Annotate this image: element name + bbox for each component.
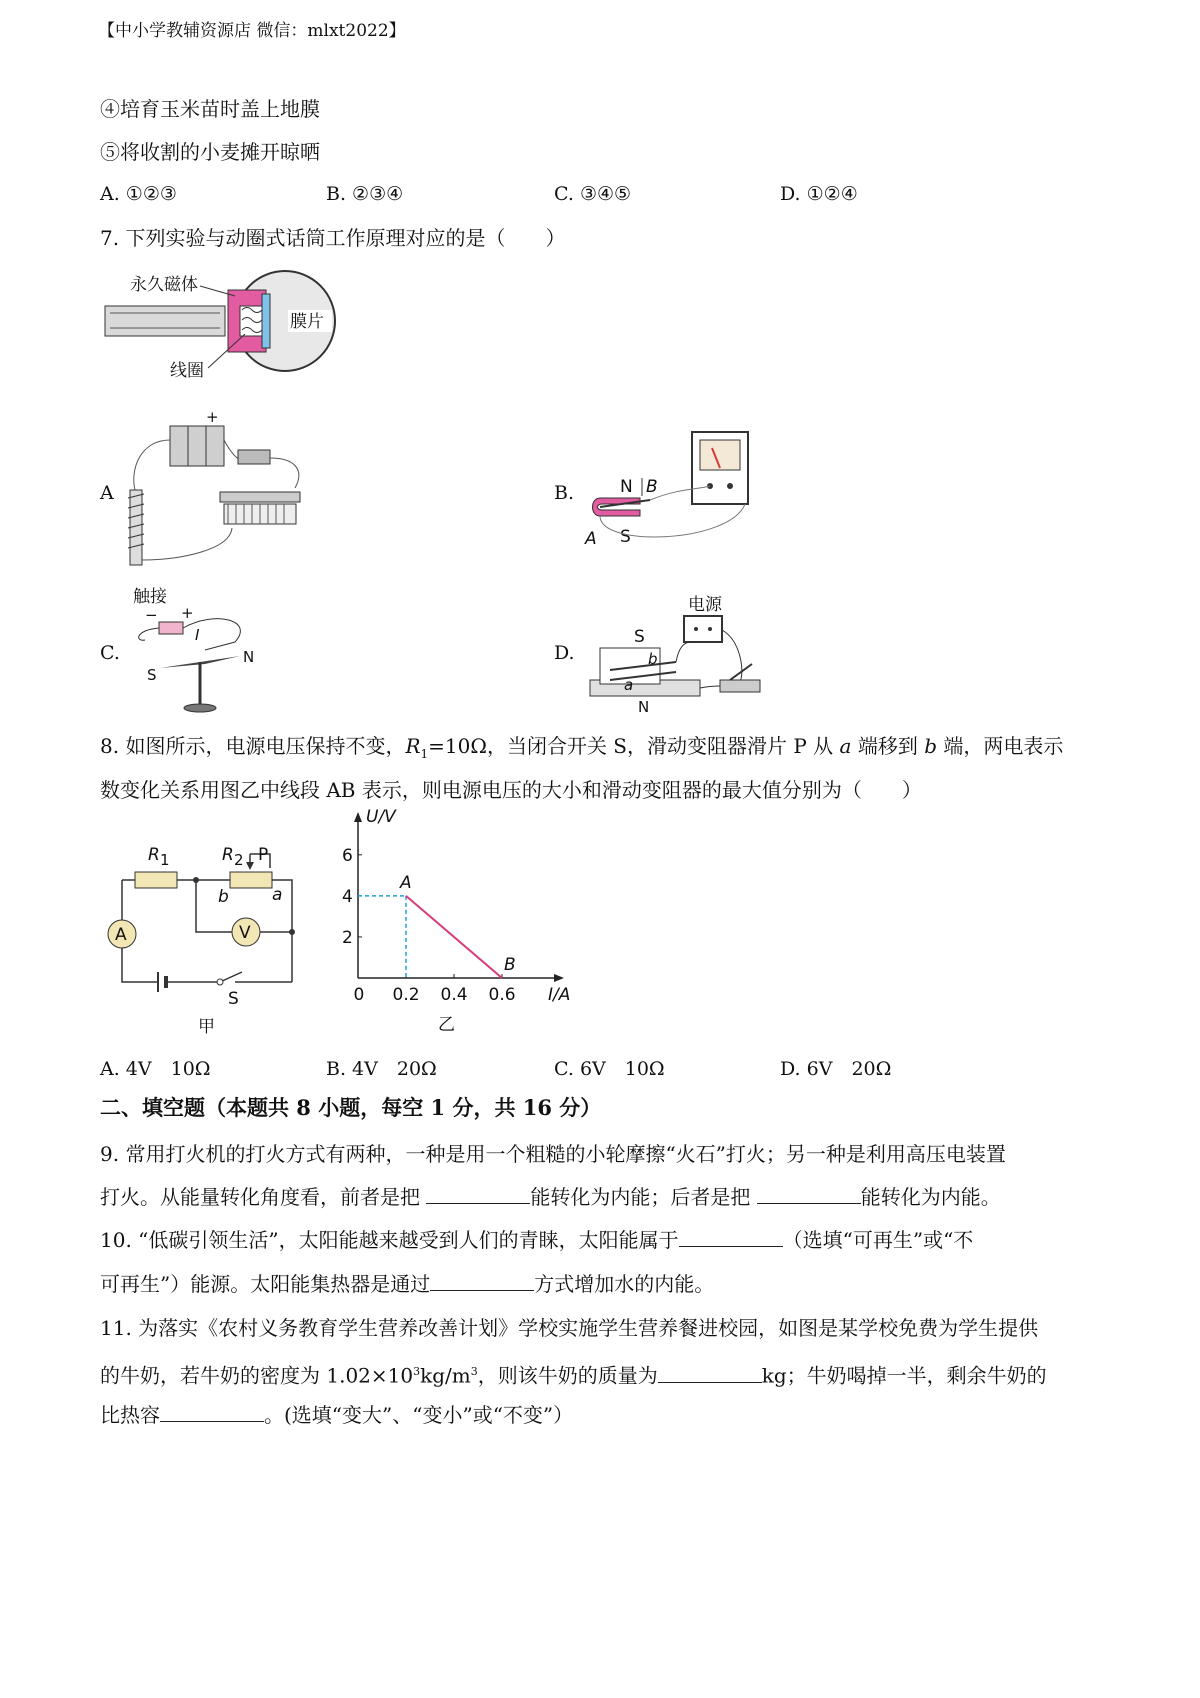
q10-line-1: 10. “低碳引领生活”，太阳能越来越受到人们的青睐，太阳能属于 （选填“可再生”或“不: [100, 1228, 974, 1252]
section-2-title: 二、填空题（本题共 8 小题，每空 1 分，共 16 分）: [100, 1095, 602, 1120]
label-s-pole: S: [147, 666, 157, 684]
q6-option-a: A. ①②③: [100, 183, 177, 205]
q6-item-4: ④培育玉米苗时盖上地膜: [100, 97, 320, 121]
q7-option-d-letter: D.: [554, 642, 575, 664]
x-tick-label: 0.2: [392, 985, 420, 1005]
point-b-label: B: [504, 955, 516, 975]
q10-line-2: 可再生”）能源。太阳能集热器是通过 方式增加水的内能。: [100, 1272, 715, 1296]
q11-blank-1: [658, 1364, 762, 1383]
voltmeter-label: V: [239, 923, 251, 943]
label-current: I: [195, 626, 200, 644]
q7-option-c-figure: [125, 580, 275, 720]
q7-stem: 7. 下列实验与动圈式话筒工作原理对应的是（ ）: [100, 226, 566, 250]
q8-option-d: D. 6V 20Ω: [780, 1058, 892, 1080]
q7-option-a-figure: [120, 410, 320, 570]
segment-ab: [406, 896, 502, 978]
q11-line-3: 比热容 。(选填“变大”、“变小”或“不变”）: [100, 1403, 574, 1427]
q8-line-1: 8. 如图所示，电源电压保持不变，$R_1=10\Omega$，当闭合开关 S，滑动变阻器滑片 P 从 a 端移到 b 端，两电表示: [100, 734, 1064, 761]
x-tick-label: 0.6: [488, 985, 516, 1005]
label-a-rod: a: [624, 676, 634, 694]
label-switch-s: S: [228, 989, 239, 1009]
label-plus: +: [181, 604, 194, 622]
q10-blank-2: [430, 1272, 534, 1291]
q7-option-a-letter: A: [100, 482, 114, 504]
label-a: A: [585, 529, 597, 549]
page-header: 【中小学教辅资源店 微信：mlxt2022】: [98, 21, 406, 41]
q9-blank-2: [757, 1185, 861, 1204]
label-n: N: [620, 477, 633, 497]
label-permanent-magnet: 永久磁体: [130, 275, 198, 295]
x-axis-label: I/A: [548, 985, 571, 1005]
label-b-rod: b: [648, 650, 658, 668]
circuit-caption: 甲: [198, 1017, 215, 1037]
battery-plus-sign: +: [206, 408, 219, 426]
label-power-supply: 电源: [688, 595, 722, 615]
label-s: S: [620, 527, 631, 547]
point-a-label: A: [400, 872, 412, 893]
label-b: B: [646, 477, 658, 497]
q7-option-b-letter: B.: [554, 482, 575, 504]
x-tick-label: 0.4: [440, 985, 468, 1005]
q8-option-b: B. 4V 20Ω: [326, 1058, 437, 1080]
q10-blank-1: [679, 1228, 783, 1247]
q7-option-d-figure: [580, 590, 770, 715]
q9-blank-1: [426, 1185, 530, 1204]
label-minus: −: [145, 606, 158, 624]
label-a-end: a: [272, 885, 283, 905]
q8-option-c: C. 6V 10Ω: [554, 1058, 665, 1080]
q9-line-2: 打火。从能量转化角度看，前者是把 能转化为内能；后者是把 能转化为内能。: [100, 1185, 1001, 1209]
label-touch: 触接: [133, 587, 167, 607]
q8-option-a: A. 4V 10Ω: [100, 1058, 211, 1080]
label-r1: R: [148, 845, 160, 865]
q8-line-2: 数变化关系用图乙中线段 AB 表示，则电源电压的大小和滑动变阻器的最大值分别为（ ）: [100, 778, 922, 802]
ammeter-label: A: [115, 925, 127, 945]
label-b-end: b: [218, 887, 229, 907]
y-axis-label: U/V: [366, 807, 396, 827]
q6-item-5: ⑤将收割的小麦摊开晾晒: [100, 140, 320, 164]
x-tick-label: 0: [353, 985, 365, 1005]
q11-line-2: 的牛奶，若牛奶的密度为 $1.02\times 10^3kg/m^3$，则该牛奶的质量为 kg；牛奶喝掉一半，剩余牛奶的: [100, 1363, 1047, 1388]
y-tick-label: 4: [342, 886, 353, 907]
y-tick-label: 2: [342, 927, 353, 948]
q9-line-1: 9. 常用打火机的打火方式有两种，一种是用一个粗糙的小轮摩擦“火石”打火；另一种是利用高压电装置: [100, 1142, 1006, 1166]
label-n-magnet: N: [638, 698, 650, 716]
graph-caption: 乙: [438, 1015, 455, 1035]
y-tick-label: 6: [342, 845, 353, 866]
svg-text:2: 2: [234, 851, 244, 869]
svg-text:1: 1: [160, 851, 170, 869]
label-coil: 线圈: [170, 361, 204, 381]
q6-option-b: B. ②③④: [326, 183, 404, 205]
q6-option-c: C. ③④⑤: [554, 183, 632, 205]
y-axis-arrow: [354, 812, 362, 822]
q8-circuit-diagram: [100, 830, 310, 1040]
q7-option-c-letter: C.: [100, 642, 120, 664]
q8-graph: [330, 807, 571, 1040]
label-s-magnet: S: [634, 627, 645, 647]
microphone-figure: [100, 268, 350, 383]
label-n-pole: N: [243, 648, 255, 666]
label-p: P: [258, 845, 269, 865]
q11-line-1: 11. 为落实《农村义务教育学生营养改善计划》学校实施学生营养餐进校园，如图是某学校免费为学生提供: [100, 1316, 1039, 1340]
q6-option-d: D. ①②④: [780, 183, 858, 205]
x-axis-arrow: [554, 974, 564, 982]
q11-blank-2: [160, 1403, 264, 1422]
label-diaphragm: 膜片: [290, 312, 324, 332]
q7-option-b-figure: [580, 428, 760, 553]
label-r2: R: [222, 845, 234, 865]
